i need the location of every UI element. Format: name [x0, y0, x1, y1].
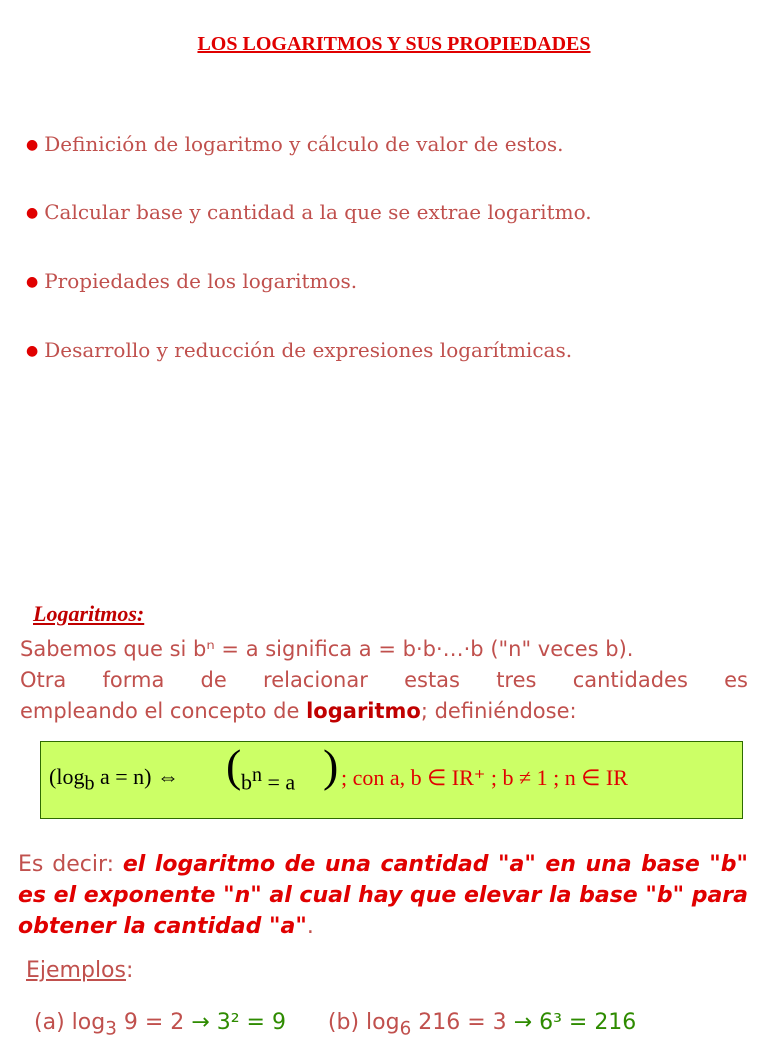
conditions: ; con a, b ∈ IR⁺ ; b ≠ 1 ; n ∈ IR: [341, 765, 628, 790]
definition-paragraph: [20, 634, 748, 727]
bullet-item: [26, 269, 357, 293]
word: de: [200, 668, 227, 692]
bullet-item: [26, 338, 572, 362]
examples-heading: [26, 958, 133, 983]
log-base: b: [84, 772, 95, 795]
bullet-dot-icon: ●: [26, 343, 39, 359]
page-title: LOS LOGARITMOS Y SUS PROPIEDADES: [197, 33, 591, 55]
word: cantidades: [572, 668, 688, 692]
example-a-label: (a) log: [34, 1010, 106, 1035]
bullet-text: Propiedades de los logaritmos.: [44, 269, 358, 293]
bullet-dot-icon: ●: [26, 205, 39, 221]
power-expression: [241, 764, 295, 795]
log-expression: [49, 764, 179, 795]
word: forma: [102, 668, 165, 692]
example-b-base: 6: [399, 1018, 412, 1039]
lead-text: Es decir:: [18, 852, 123, 877]
left-paren-icon: (: [226, 740, 242, 791]
emphasis-text: el logaritmo de una cantidad "a" en una base "b" es el exponente "n" al cual hay que elevar la base "b" para obtener la cantidad "a": [18, 852, 748, 939]
bullet-item: [26, 200, 592, 224]
bold-term: logaritmo: [306, 699, 421, 723]
word: tres: [496, 668, 537, 692]
end-text: .: [306, 914, 314, 939]
right-paren-icon: ): [323, 740, 339, 791]
paragraph-line: Sabemos que si bⁿ = a significa a = b·b·…·b ("n" veces b).: [20, 637, 634, 661]
power-exp: n: [252, 764, 262, 786]
word: relacionar: [263, 668, 368, 692]
log-rest: a = n): [94, 764, 152, 789]
paragraph-line: [20, 696, 748, 727]
bullet-text: Desarrollo y reducción de expresiones logarítmicas.: [44, 338, 573, 362]
word: Otra: [20, 668, 67, 692]
definition-box: [40, 741, 743, 819]
example-a-base: 3: [105, 1018, 117, 1039]
bullet-text: Definición de logaritmo y cálculo de valor de estos.: [44, 132, 564, 156]
bullet-dot-icon: ●: [26, 274, 39, 290]
bullet-text: Calcular base y cantidad a la que se extrae logaritmo.: [44, 200, 592, 224]
line-text: empleando el concepto de: [20, 699, 307, 723]
example-a-check: 3² = 9: [216, 1010, 286, 1035]
power-eq: = a: [262, 769, 296, 795]
examples-line: [34, 1010, 636, 1039]
section-title: Logaritmos:: [33, 601, 145, 626]
paragraph-line: [20, 665, 748, 696]
examples-label: Ejemplos: [26, 958, 126, 983]
bullet-dot-icon: ●: [26, 137, 39, 153]
word: estas: [404, 668, 460, 692]
log-text: (log: [49, 764, 85, 789]
word: es: [724, 668, 748, 692]
bullet-item: [26, 132, 564, 156]
arrow-icon: →: [184, 1010, 217, 1035]
power-base: b: [241, 769, 252, 795]
example-b-label: (b) log: [327, 1010, 400, 1035]
iff-symbol: ⇔: [156, 764, 179, 789]
line-text: ; definiéndose:: [420, 699, 577, 723]
examples-colon: :: [125, 958, 134, 983]
example-b-expr: 216 = 3: [411, 1010, 507, 1035]
example-a-expr: 9 = 2: [116, 1010, 185, 1035]
arrow-icon: →: [506, 1010, 540, 1035]
es-decir-paragraph: [18, 849, 748, 942]
example-b-check: 6³ = 216: [539, 1010, 637, 1035]
